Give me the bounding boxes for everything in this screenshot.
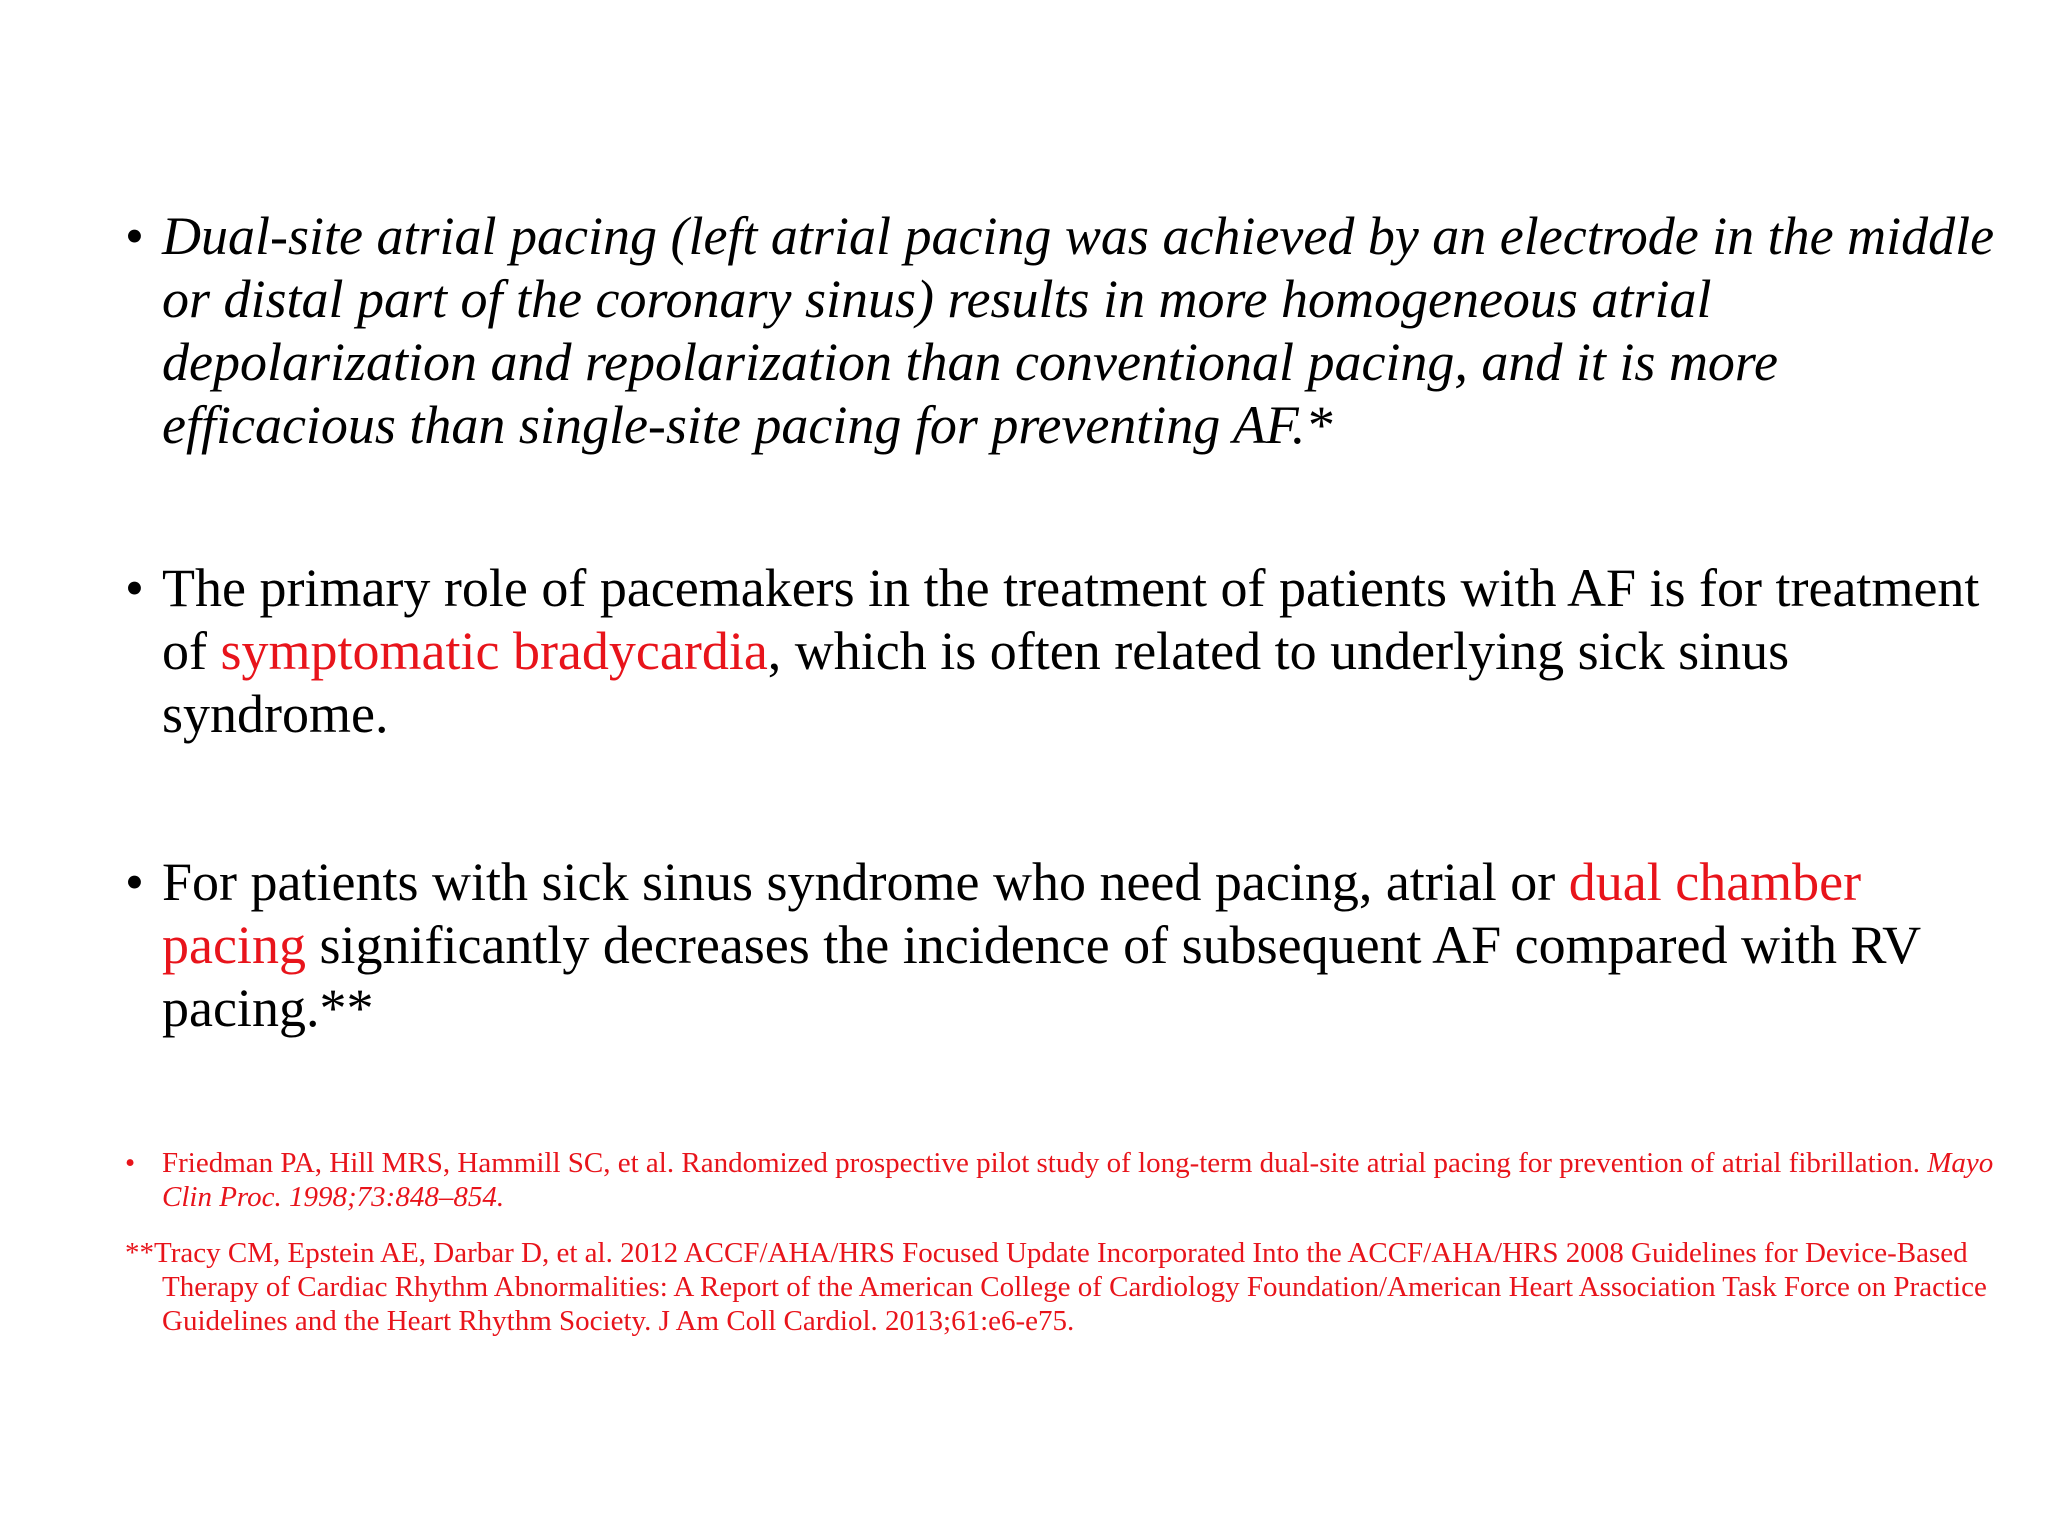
bullet-text-after: , which is often related to underlying sick sinus syndrome. [162, 621, 1790, 744]
bullet-pacemaker-role [125, 557, 2005, 746]
reference-friedman [125, 1146, 2005, 1214]
bullet-text-after: significantly decreases the incidence of subsequent AF compared with RV pacing.** [162, 915, 1921, 1038]
highlight-dual-chamber-pacing: dual chamber pacing [162, 852, 1862, 975]
reference-journal: Mayo Clin Proc. 1998;73:848–854. [162, 1147, 1994, 1213]
bullet-marker: • [125, 558, 144, 618]
bullet-text [162, 851, 2005, 1040]
bullet-marker: • [125, 206, 144, 266]
reference-citation: Friedman PA, Hill MRS, Hammill SC, et al. Randomized prospective pilot study of long-term dual-site atrial pacing for prevention of atrial fibrillation. [162, 1147, 1928, 1179]
reference-tracy: **Tracy CM, Epstein AE, Darbar D, et al. 2012 ACCF/AHA/HRS Focused Update Incorporated Into the ACCF/AHA/HRS 2008 Guidelines for Device-Based Therapy of Cardiac Rhythm Abnormalities: A Report of the American College of Cardiology Foundation/American Heart Association Task Force on Practice Guidelines and the Heart Rhythm Society. J Am Coll Cardiol. 2013;61:e6-e75. [125, 1237, 1987, 1337]
highlight-symptomatic-bradycardia: symptomatic bradycardia [220, 621, 768, 681]
bullet-marker: • [125, 852, 144, 912]
reference-text [162, 1146, 2005, 1214]
bullet-dual-site-pacing [125, 205, 2005, 457]
bullet-text-before: For patients with sick sinus syndrome who need pacing, atrial or [162, 852, 1569, 912]
reference-marker: • [125, 1147, 136, 1179]
bullet-text: Dual-site atrial pacing (left atrial pacing was achieved by an electrode in the middle or distal part of the coronary sinus) results in more homogeneous atrial depolarization and repolarization than conventional pacing, and it is more efficacious than single-site pacing for preventing AF.* [162, 206, 1995, 455]
bullet-sick-sinus-pacing [125, 851, 2005, 1040]
bullet-text-before: The primary role of pacemakers in the treatment of patients with AF is for treatment of [162, 558, 1980, 681]
bullet-text [162, 557, 2005, 746]
